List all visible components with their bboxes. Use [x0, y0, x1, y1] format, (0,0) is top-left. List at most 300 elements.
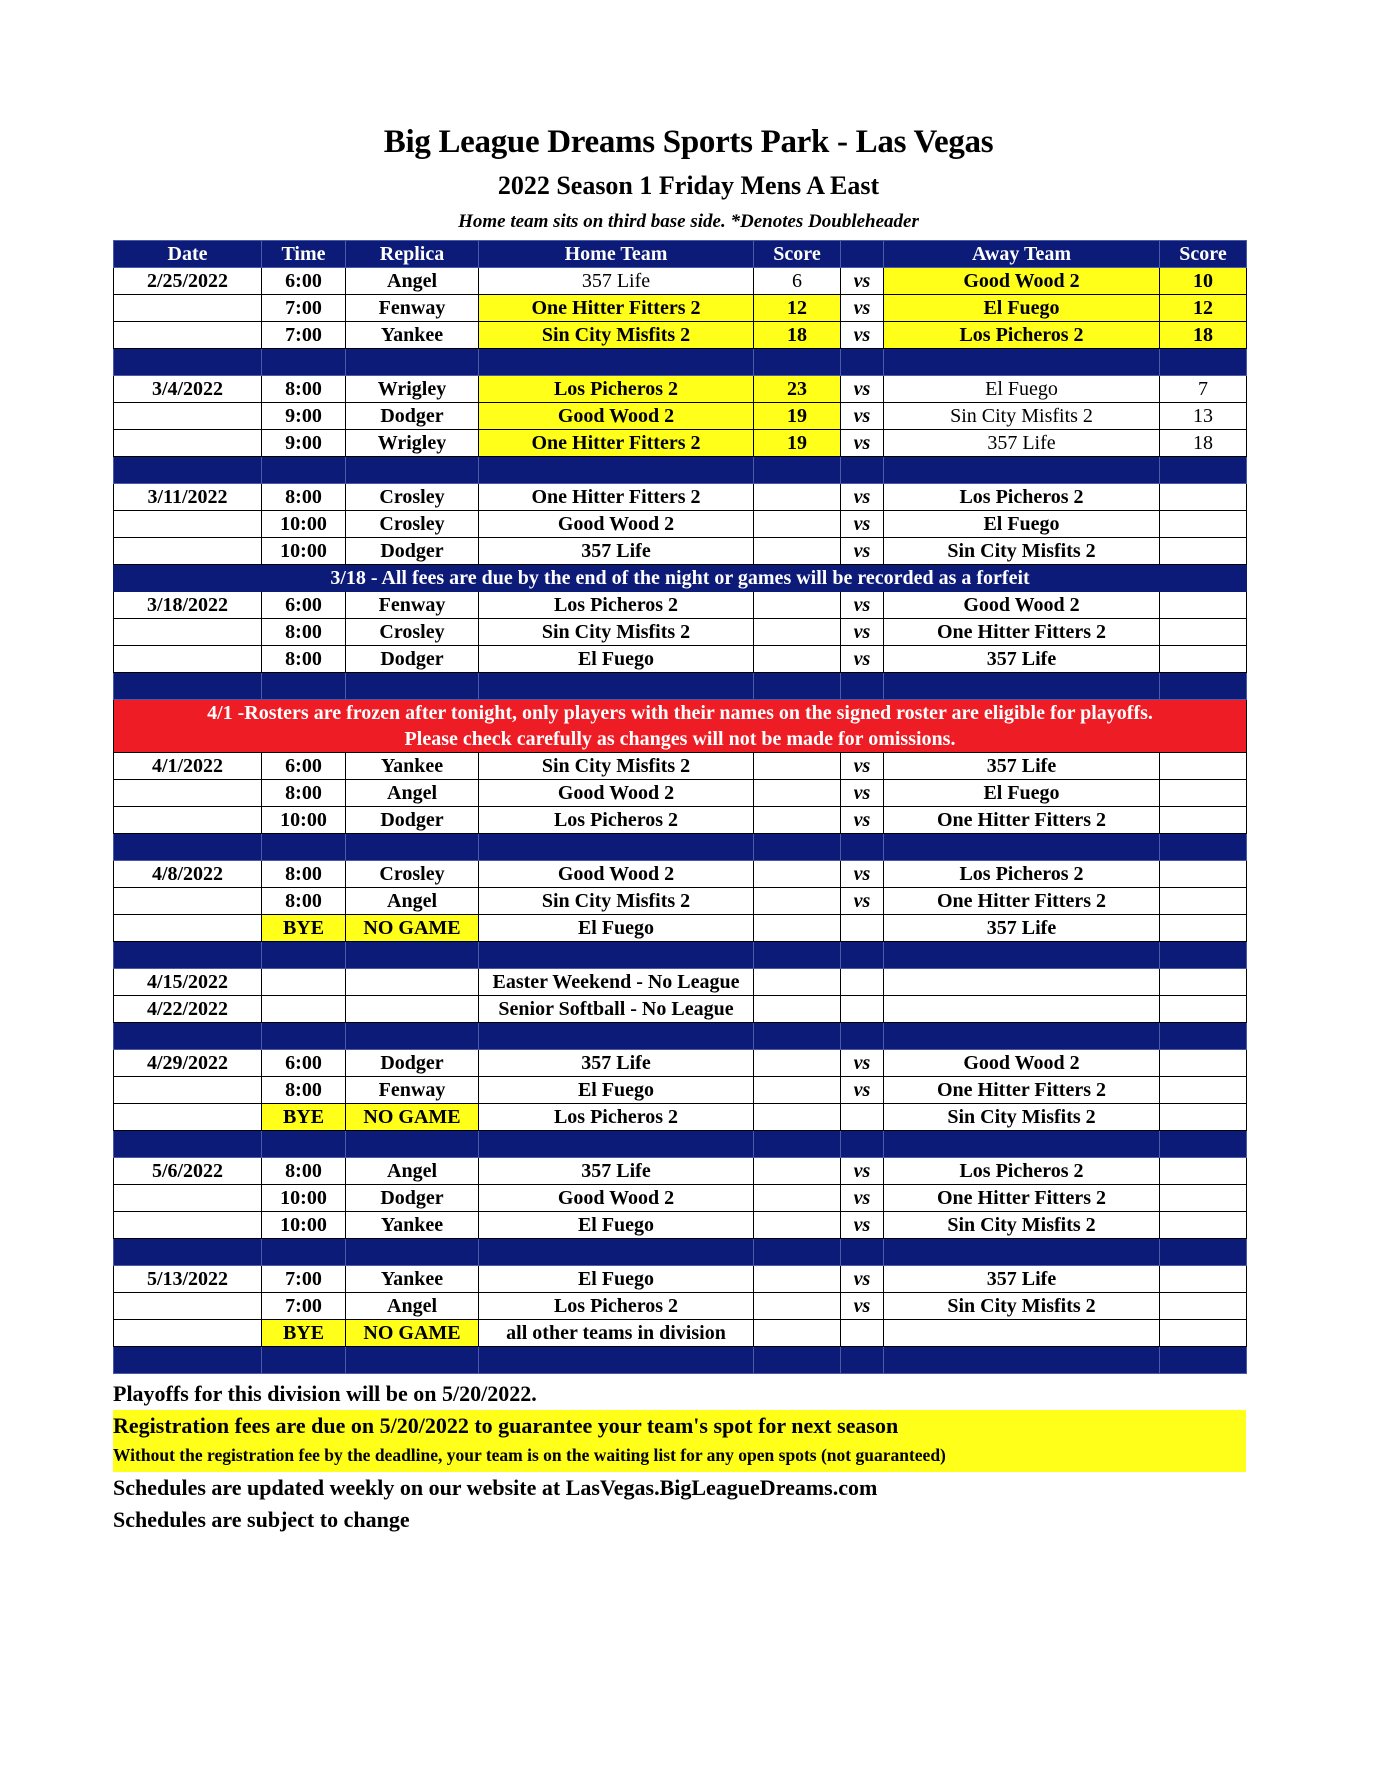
- vs-cell: [841, 915, 884, 942]
- replica-field-cell: Crosley: [346, 484, 479, 511]
- time-cell: 8:00: [262, 646, 346, 673]
- table-row: [114, 753, 1247, 780]
- separator-cell: [1160, 349, 1247, 376]
- separator-cell: [346, 942, 479, 969]
- separator-cell: [262, 942, 346, 969]
- table-row: [114, 592, 1247, 619]
- vs-cell: vs: [841, 646, 884, 673]
- time-cell: [262, 969, 346, 996]
- home-team-cell: El Fuego: [479, 1077, 754, 1104]
- time-cell: 9:00: [262, 430, 346, 457]
- home-score-cell: [754, 807, 841, 834]
- vs-cell: vs: [841, 484, 884, 511]
- date-cell: 3/18/2022: [114, 592, 262, 619]
- separator-cell: [346, 1347, 479, 1374]
- header-replica: Replica: [346, 241, 479, 268]
- away-team-cell: Sin City Misfits 2: [884, 403, 1160, 430]
- separator-cell: [479, 1239, 754, 1266]
- separator-cell: [479, 1347, 754, 1374]
- home-team-cell: One Hitter Fitters 2: [479, 484, 754, 511]
- playoffs-note: Playoffs for this division will be on 5/20/2022.: [113, 1381, 537, 1406]
- replica-field-cell: Yankee: [346, 1212, 479, 1239]
- away-score-cell: [1160, 780, 1247, 807]
- table-row: [114, 1293, 1247, 1320]
- week-separator: [114, 1023, 1247, 1050]
- date-cell: 4/22/2022: [114, 996, 262, 1023]
- time-cell: 8:00: [262, 888, 346, 915]
- replica-field-cell: [346, 969, 479, 996]
- home-team-cell: Good Wood 2: [479, 1185, 754, 1212]
- waiting-list-note: Without the registration fee by the deadline, your team is on the waiting list for any open spots (not guaranteed): [113, 1445, 946, 1465]
- home-score-cell: 19: [754, 403, 841, 430]
- away-team-cell: [884, 996, 1160, 1023]
- separator-cell: [841, 349, 884, 376]
- separator-cell: [754, 457, 841, 484]
- away-score-cell: [1160, 888, 1247, 915]
- separator-cell: [1160, 1131, 1247, 1158]
- separator-cell: [479, 1023, 754, 1050]
- vs-cell: vs: [841, 780, 884, 807]
- separator-cell: [262, 1239, 346, 1266]
- time-cell: 7:00: [262, 1293, 346, 1320]
- home-team-cell: Los Picheros 2: [479, 807, 754, 834]
- replica-field-cell: Crosley: [346, 511, 479, 538]
- vs-cell: vs: [841, 888, 884, 915]
- date-cell: [114, 1212, 262, 1239]
- home-team-cell: Sin City Misfits 2: [479, 619, 754, 646]
- vs-cell: vs: [841, 1077, 884, 1104]
- date-cell: [114, 403, 262, 430]
- home-team-cell: all other teams in division: [479, 1320, 754, 1347]
- time-cell: 7:00: [262, 295, 346, 322]
- date-cell: [114, 888, 262, 915]
- away-score-cell: 12: [1160, 295, 1247, 322]
- fees-notice-row-line: 3/18 - All fees are due by the end of the night or games will be recorded as a forfeit: [330, 567, 1030, 589]
- week-separator: [114, 942, 1247, 969]
- home-score-cell: [754, 1077, 841, 1104]
- away-score-cell: [1160, 969, 1247, 996]
- home-team-cell: 357 Life: [479, 268, 754, 295]
- registration-note: Registration fees are due on 5/20/2022 to guarantee your team's spot for next season: [113, 1413, 899, 1438]
- vs-cell: vs: [841, 1185, 884, 1212]
- separator-cell: [262, 834, 346, 861]
- separator-cell: [262, 1023, 346, 1050]
- replica-field-cell: Fenway: [346, 1077, 479, 1104]
- separator-cell: [346, 1131, 479, 1158]
- away-team-cell: Sin City Misfits 2: [884, 538, 1160, 565]
- away-team-cell: 357 Life: [884, 646, 1160, 673]
- home-score-cell: [754, 780, 841, 807]
- separator-cell: [754, 1023, 841, 1050]
- replica-field-cell: Fenway: [346, 592, 479, 619]
- table-row: [114, 1212, 1247, 1239]
- away-team-cell: Sin City Misfits 2: [884, 1104, 1160, 1131]
- away-team-cell: 357 Life: [884, 1266, 1160, 1293]
- vs-cell: vs: [841, 430, 884, 457]
- time-cell: BYE: [262, 915, 346, 942]
- away-score-cell: 10: [1160, 268, 1247, 295]
- table-row: [114, 1158, 1247, 1185]
- week-separator: [114, 673, 1247, 700]
- vs-cell: [841, 996, 884, 1023]
- vs-cell: vs: [841, 295, 884, 322]
- separator-cell: [479, 942, 754, 969]
- separator-cell: [841, 457, 884, 484]
- week-separator: [114, 1131, 1247, 1158]
- separator-cell: [884, 457, 1160, 484]
- separator-cell: [114, 457, 262, 484]
- date-cell: 4/1/2022: [114, 753, 262, 780]
- separator-cell: [884, 834, 1160, 861]
- away-team-cell: Good Wood 2: [884, 268, 1160, 295]
- vs-cell: [841, 1104, 884, 1131]
- date-cell: [114, 619, 262, 646]
- time-cell: BYE: [262, 1104, 346, 1131]
- time-cell: 6:00: [262, 592, 346, 619]
- home-team-cell: Los Picheros 2: [479, 1104, 754, 1131]
- away-score-cell: [1160, 484, 1247, 511]
- replica-field-cell: Yankee: [346, 753, 479, 780]
- away-team-cell: 357 Life: [884, 430, 1160, 457]
- home-team-cell: El Fuego: [479, 915, 754, 942]
- home-team-cell: Senior Softball - No League: [479, 996, 754, 1023]
- header-date: Date: [114, 241, 262, 268]
- table-row: [114, 1077, 1247, 1104]
- time-cell: 6:00: [262, 1050, 346, 1077]
- vs-cell: [841, 1320, 884, 1347]
- fees-notice-row: [114, 565, 1247, 592]
- away-team-cell: Los Picheros 2: [884, 322, 1160, 349]
- home-team-cell: Sin City Misfits 2: [479, 753, 754, 780]
- home-score-cell: [754, 1212, 841, 1239]
- replica-field-cell: Crosley: [346, 861, 479, 888]
- home-score-cell: [754, 915, 841, 942]
- replica-field-cell: Angel: [346, 888, 479, 915]
- away-score-cell: [1160, 1077, 1247, 1104]
- away-team-cell: El Fuego: [884, 376, 1160, 403]
- date-cell: [114, 430, 262, 457]
- separator-cell: [262, 673, 346, 700]
- away-score-cell: [1160, 1266, 1247, 1293]
- table-row: [114, 996, 1247, 1023]
- time-cell: 8:00: [262, 619, 346, 646]
- away-score-cell: 18: [1160, 430, 1247, 457]
- header-time: Time: [262, 241, 346, 268]
- separator-cell: [754, 834, 841, 861]
- date-cell: 3/11/2022: [114, 484, 262, 511]
- separator-cell: [884, 942, 1160, 969]
- date-cell: [114, 915, 262, 942]
- replica-field-cell: Angel: [346, 1293, 479, 1320]
- home-score-cell: 19: [754, 430, 841, 457]
- separator-cell: [114, 1239, 262, 1266]
- time-cell: 10:00: [262, 1212, 346, 1239]
- away-team-cell: One Hitter Fitters 2: [884, 888, 1160, 915]
- date-cell: [114, 1293, 262, 1320]
- separator-cell: [884, 1131, 1160, 1158]
- vs-cell: vs: [841, 403, 884, 430]
- replica-field-cell: Wrigley: [346, 376, 479, 403]
- date-cell: [114, 1320, 262, 1347]
- vs-cell: [841, 969, 884, 996]
- separator-cell: [884, 1347, 1160, 1374]
- separator-cell: [346, 457, 479, 484]
- rosters-notice-row-text: [114, 700, 1247, 753]
- home-team-cell: Los Picheros 2: [479, 376, 754, 403]
- replica-field-cell: NO GAME: [346, 1320, 479, 1347]
- replica-field-cell: Wrigley: [346, 430, 479, 457]
- replica-field-cell: Angel: [346, 268, 479, 295]
- away-score-cell: [1160, 861, 1247, 888]
- away-score-cell: [1160, 915, 1247, 942]
- date-cell: 3/4/2022: [114, 376, 262, 403]
- away-score-cell: [1160, 538, 1247, 565]
- time-cell: 6:00: [262, 268, 346, 295]
- table-row: [114, 888, 1247, 915]
- home-score-cell: [754, 888, 841, 915]
- replica-field-cell: Dodger: [346, 1185, 479, 1212]
- home-score-cell: [754, 1266, 841, 1293]
- date-cell: 5/13/2022: [114, 1266, 262, 1293]
- home-team-cell: Good Wood 2: [479, 511, 754, 538]
- time-cell: 8:00: [262, 376, 346, 403]
- away-team-cell: Los Picheros 2: [884, 1158, 1160, 1185]
- table-row: [114, 484, 1247, 511]
- separator-cell: [1160, 834, 1247, 861]
- time-cell: 8:00: [262, 1158, 346, 1185]
- separator-cell: [884, 349, 1160, 376]
- website-note: Schedules are updated weekly on our website at LasVegas.BigLeagueDreams.com: [113, 1475, 878, 1500]
- separator-cell: [479, 673, 754, 700]
- replica-field-cell: Yankee: [346, 322, 479, 349]
- home-score-cell: [754, 996, 841, 1023]
- home-team-cell: Sin City Misfits 2: [479, 322, 754, 349]
- home-score-cell: 12: [754, 295, 841, 322]
- home-score-cell: [754, 484, 841, 511]
- separator-cell: [754, 349, 841, 376]
- time-cell: 7:00: [262, 322, 346, 349]
- vs-cell: vs: [841, 861, 884, 888]
- away-team-cell: Los Picheros 2: [884, 484, 1160, 511]
- home-score-cell: [754, 1158, 841, 1185]
- away-score-cell: [1160, 592, 1247, 619]
- replica-field-cell: Angel: [346, 780, 479, 807]
- date-cell: [114, 807, 262, 834]
- separator-cell: [1160, 1347, 1247, 1374]
- date-cell: 4/8/2022: [114, 861, 262, 888]
- separator-cell: [262, 349, 346, 376]
- home-score-cell: 18: [754, 322, 841, 349]
- date-cell: [114, 1104, 262, 1131]
- separator-cell: [114, 349, 262, 376]
- replica-field-cell: Dodger: [346, 538, 479, 565]
- table-row: [114, 403, 1247, 430]
- away-score-cell: 18: [1160, 322, 1247, 349]
- vs-cell: vs: [841, 1266, 884, 1293]
- table-row: [114, 1104, 1247, 1131]
- week-separator: [114, 1347, 1247, 1374]
- separator-cell: [884, 673, 1160, 700]
- time-cell: 10:00: [262, 1185, 346, 1212]
- separator-cell: [479, 834, 754, 861]
- separator-cell: [479, 1131, 754, 1158]
- away-team-cell: Good Wood 2: [884, 1050, 1160, 1077]
- replica-field-cell: Dodger: [346, 1050, 479, 1077]
- separator-cell: [754, 942, 841, 969]
- replica-field-cell: Dodger: [346, 403, 479, 430]
- rosters-notice-row-line: Please check carefully as changes will not be made for omissions.: [404, 728, 956, 750]
- page-title: Big League Dreams Sports Park - Las Vegas: [383, 124, 994, 160]
- away-team-cell: Sin City Misfits 2: [884, 1212, 1160, 1239]
- vs-cell: vs: [841, 1293, 884, 1320]
- date-cell: 5/6/2022: [114, 1158, 262, 1185]
- separator-cell: [1160, 1239, 1247, 1266]
- vs-cell: vs: [841, 619, 884, 646]
- away-score-cell: [1160, 996, 1247, 1023]
- away-score-cell: [1160, 511, 1247, 538]
- vs-cell: vs: [841, 1158, 884, 1185]
- separator-cell: [114, 834, 262, 861]
- time-cell: 10:00: [262, 538, 346, 565]
- away-score-cell: 13: [1160, 403, 1247, 430]
- separator-cell: [346, 1023, 479, 1050]
- away-score-cell: 7: [1160, 376, 1247, 403]
- replica-field-cell: Yankee: [346, 1266, 479, 1293]
- table-row: [114, 969, 1247, 996]
- separator-cell: [1160, 457, 1247, 484]
- home-team-cell: El Fuego: [479, 1266, 754, 1293]
- table-row: [114, 1185, 1247, 1212]
- away-score-cell: [1160, 1293, 1247, 1320]
- table-row: [114, 268, 1247, 295]
- separator-cell: [841, 1131, 884, 1158]
- vs-cell: vs: [841, 268, 884, 295]
- separator-cell: [114, 673, 262, 700]
- away-team-cell: El Fuego: [884, 780, 1160, 807]
- separator-cell: [754, 1131, 841, 1158]
- separator-cell: [754, 673, 841, 700]
- separator-cell: [841, 673, 884, 700]
- time-cell: BYE: [262, 1320, 346, 1347]
- week-separator: [114, 1239, 1247, 1266]
- away-team-cell: One Hitter Fitters 2: [884, 619, 1160, 646]
- table-row: [114, 376, 1247, 403]
- time-cell: 7:00: [262, 1266, 346, 1293]
- home-team-cell: 357 Life: [479, 1158, 754, 1185]
- away-score-cell: [1160, 1320, 1247, 1347]
- separator-cell: [114, 1023, 262, 1050]
- home-score-cell: [754, 861, 841, 888]
- separator-cell: [346, 673, 479, 700]
- date-cell: [114, 322, 262, 349]
- header-home-team: Home Team: [479, 241, 754, 268]
- time-cell: 8:00: [262, 484, 346, 511]
- home-team-cell: El Fuego: [479, 1212, 754, 1239]
- date-cell: 4/29/2022: [114, 1050, 262, 1077]
- vs-cell: vs: [841, 807, 884, 834]
- away-score-cell: [1160, 807, 1247, 834]
- away-score-cell: [1160, 1212, 1247, 1239]
- home-score-cell: [754, 753, 841, 780]
- replica-field-cell: [346, 996, 479, 1023]
- rosters-notice-row: [114, 700, 1247, 753]
- date-cell: [114, 780, 262, 807]
- separator-cell: [754, 1347, 841, 1374]
- away-team-cell: Good Wood 2: [884, 592, 1160, 619]
- home-team-cell: Good Wood 2: [479, 861, 754, 888]
- schedule-table: [113, 240, 1247, 1374]
- home-score-cell: [754, 538, 841, 565]
- home-score-cell: [754, 646, 841, 673]
- replica-field-cell: Dodger: [346, 807, 479, 834]
- separator-cell: [479, 457, 754, 484]
- time-cell: [262, 996, 346, 1023]
- fees-notice-row-text: [114, 565, 1247, 592]
- separator-cell: [114, 1131, 262, 1158]
- separator-cell: [754, 1239, 841, 1266]
- date-cell: [114, 646, 262, 673]
- table-row: [114, 538, 1247, 565]
- header-vs: [841, 241, 884, 268]
- table-row: [114, 1050, 1247, 1077]
- replica-field-cell: Angel: [346, 1158, 479, 1185]
- week-separator: [114, 457, 1247, 484]
- subject-to-change-note: Schedules are subject to change: [113, 1507, 410, 1532]
- vs-cell: vs: [841, 1050, 884, 1077]
- time-cell: 10:00: [262, 511, 346, 538]
- table-row: [114, 511, 1247, 538]
- replica-field-cell: NO GAME: [346, 915, 479, 942]
- page-note: Home team sits on third base side. *Denotes Doubleheader: [458, 211, 919, 232]
- home-score-cell: [754, 1185, 841, 1212]
- away-score-cell: [1160, 753, 1247, 780]
- separator-cell: [114, 1347, 262, 1374]
- away-team-cell: Los Picheros 2: [884, 861, 1160, 888]
- away-score-cell: [1160, 1185, 1247, 1212]
- home-team-cell: Easter Weekend - No League: [479, 969, 754, 996]
- away-team-cell: Sin City Misfits 2: [884, 1293, 1160, 1320]
- replica-field-cell: Fenway: [346, 295, 479, 322]
- home-score-cell: 6: [754, 268, 841, 295]
- separator-cell: [884, 1239, 1160, 1266]
- table-row: [114, 295, 1247, 322]
- home-team-cell: One Hitter Fitters 2: [479, 430, 754, 457]
- separator-cell: [346, 834, 479, 861]
- home-score-cell: [754, 511, 841, 538]
- separator-cell: [841, 942, 884, 969]
- away-score-cell: [1160, 1158, 1247, 1185]
- time-cell: 8:00: [262, 861, 346, 888]
- vs-cell: vs: [841, 511, 884, 538]
- time-cell: 8:00: [262, 780, 346, 807]
- week-separator: [114, 834, 1247, 861]
- week-separator: [114, 349, 1247, 376]
- vs-cell: vs: [841, 376, 884, 403]
- away-team-cell: One Hitter Fitters 2: [884, 1077, 1160, 1104]
- date-cell: 2/25/2022: [114, 268, 262, 295]
- home-team-cell: El Fuego: [479, 646, 754, 673]
- away-team-cell: 357 Life: [884, 753, 1160, 780]
- rosters-notice-row-line: 4/1 -Rosters are frozen after tonight, only players with their names on the signed roster are eligible for playoffs.: [207, 702, 1153, 724]
- away-score-cell: [1160, 619, 1247, 646]
- table-row: [114, 619, 1247, 646]
- home-team-cell: Los Picheros 2: [479, 1293, 754, 1320]
- separator-cell: [262, 1131, 346, 1158]
- home-score-cell: [754, 592, 841, 619]
- replica-field-cell: NO GAME: [346, 1104, 479, 1131]
- separator-cell: [114, 942, 262, 969]
- table-row: [114, 322, 1247, 349]
